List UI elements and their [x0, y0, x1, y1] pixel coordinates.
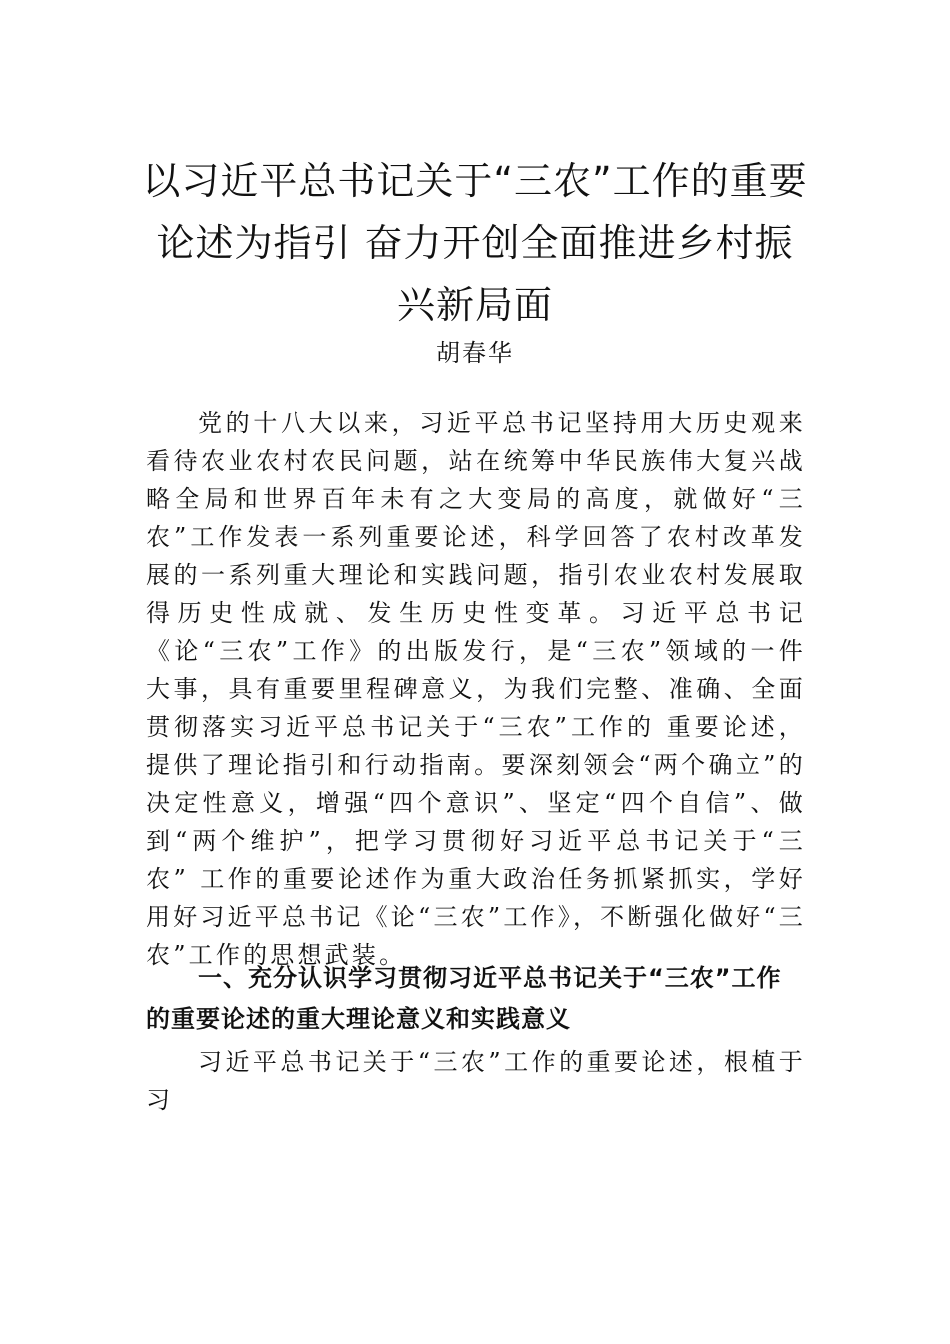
body-paragraph: 习近平总书记关于“三农”工作的重要论述，根植于习 — [146, 1048, 806, 1114]
document-title: 以习近平总书记关于“三农”工作的重要论述为指引 奋力开创全面推进乡村振兴新局面 — [142, 159, 808, 327]
body-paragraph: 党的十八大以来，习近平总书记坚持用大历史观来看待农业农村农民问题，站在统筹中华民族伟大复兴战略全局和世界百年未有之大变局的高度，就做好“三农”工作发表一系列重要论述，科学回答了农村改革发展的一系列重大理论和实践问题，指引农业农村发展取得历史性成就、发生历史性变革。习近平总书记《论“三农”工作》的出版发行，是“三农”领域的一件大事，具有重要里程碑意义，为我们完整、准确、全面贯彻落实习近平总书记关于“三农”工作的 重要论述，提供了理论指引和行动指南。要深刻领会“两个确立”的决定性意义，增强“四个意识”、坚定“四个自信”、做到“两个维护”，把学习贯彻好习近平总书记关于“三农” 工作的重要论述作为重大政治任务抓紧抓实，学好用好习近平总书记《论“三农”工作》，不断强化做好“三农”工作的思想武装。 — [146, 409, 807, 969]
section-heading: 一、充分认识学习贯彻习近平总书记关于“三农”工作的重要论述的重大理论意义和实践意义 — [146, 964, 782, 1033]
author-name: 胡春华 — [436, 339, 514, 367]
